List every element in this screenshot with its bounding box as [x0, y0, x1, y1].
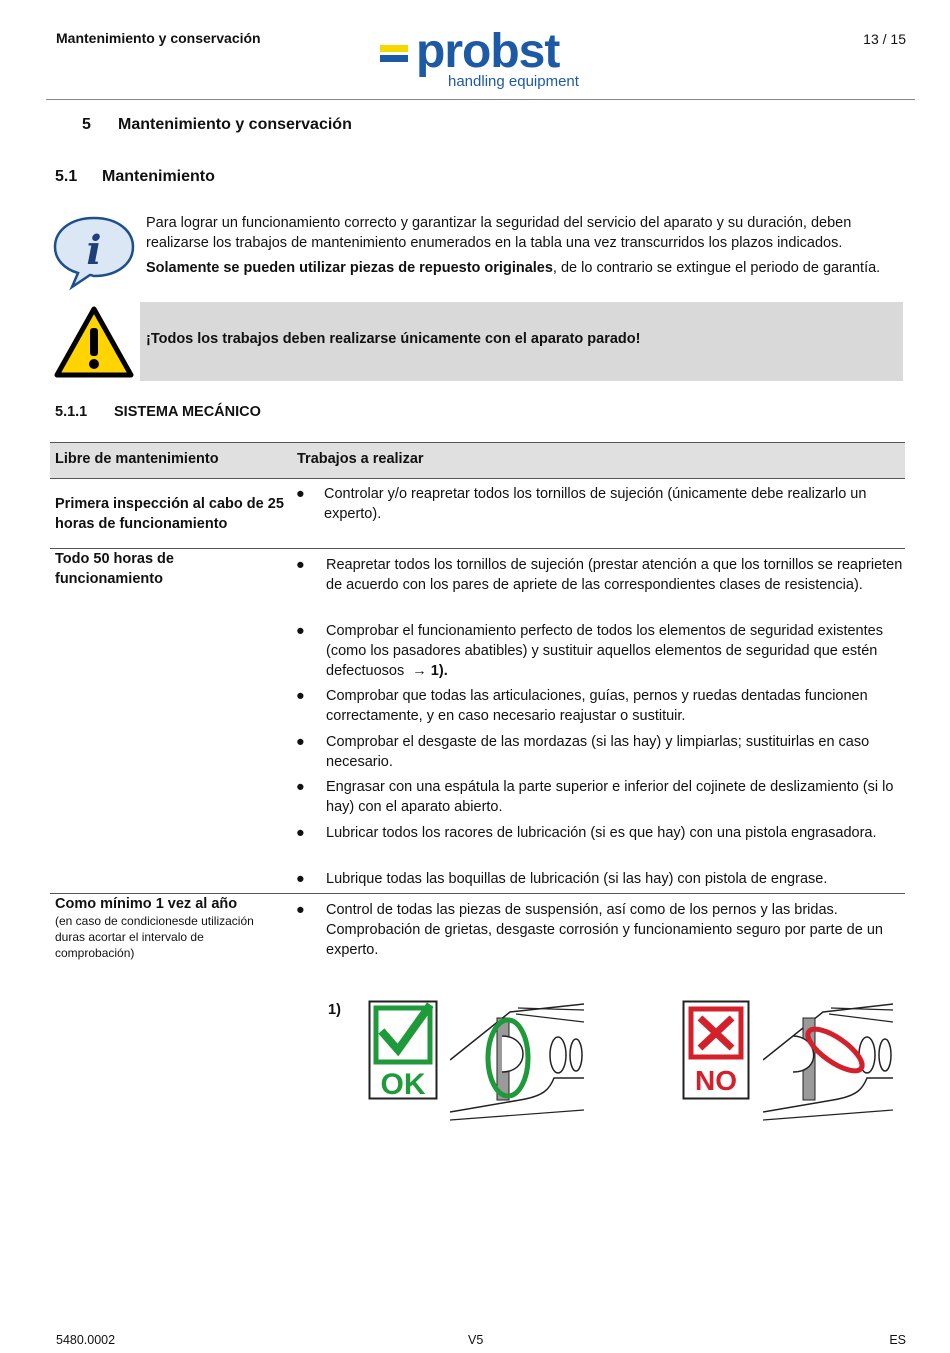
section-title: Mantenimiento y conservación [118, 116, 352, 133]
spare-parts-rest: , de lo contrario se extingue el periodo de garantía. [552, 260, 881, 276]
info-bubble-icon [52, 214, 136, 290]
subsection-title: Mantenimiento [102, 168, 215, 185]
figure-reference: 1). [430, 663, 448, 679]
list-item [296, 869, 906, 889]
list-item-text: Comprobar que todas las articulaciones, guías, pernos y ruedas dentadas funcionen correctamente, y en caso necesario reajustar o sustituir. [326, 688, 868, 724]
probst-logo [380, 25, 592, 94]
list-item [296, 484, 906, 524]
logo-subtitle: handling equipment [448, 73, 579, 90]
warning-text: ¡Todos los trabajos deben realizarse únicamente con el aparato parado! [146, 331, 641, 347]
logo-word: probst [416, 25, 560, 78]
list-item [296, 686, 906, 726]
bullet-icon: ● [296, 779, 305, 795]
list-item-text: Lubricar todos los racores de lubricación (si es que hay) con una pistola engrasadora. [326, 825, 877, 841]
svg-text:i: i [86, 227, 102, 274]
list-item-text [326, 621, 906, 681]
table-rule [50, 478, 905, 479]
section-number: 5 [82, 116, 91, 133]
footer-language: ES [889, 1333, 906, 1347]
footer-version: V5 [468, 1333, 484, 1347]
list-item-text: Comprobar el desgaste de las mordazas (si las hay) y limpiarlas; sustituirlas en caso necesario. [326, 734, 870, 770]
bullet-icon: ● [296, 486, 305, 502]
table-header-cell: Libre de mantenimiento [55, 451, 219, 467]
bullet-icon: ● [296, 688, 305, 704]
subsubsection-title: SISTEMA MECÁNICO [114, 404, 261, 420]
subsection-heading [55, 168, 215, 186]
subsubsection-heading [55, 404, 261, 420]
list-item [296, 823, 906, 843]
row-label: Todo 50 horas de funcionamiento [55, 551, 174, 587]
bullet-icon: ● [296, 734, 305, 750]
no-text: NO [695, 1065, 737, 1096]
list-item-text: Engrasar con una espátula la parte superior e inferior del cojinete de deslizamiento (si lo hay) con el aparato abierto. [326, 779, 894, 815]
no-sign-icon [682, 1000, 750, 1100]
arrow-icon: → [412, 663, 427, 679]
logo-yellow-bar [380, 45, 408, 52]
ok-sign-icon [368, 1000, 438, 1100]
bullet-icon: ● [296, 825, 305, 841]
info-paragraph: Para lograr un funcionamiento correcto y garantizar la seguridad del servicio del aparato y su duración, deben realizarse los trabajos de mantenimiento enumerados en la tabla una vez transcurridos los plazos indicados. [146, 215, 852, 251]
figure-label: 1) [328, 1002, 341, 1018]
warning-triangle-icon [54, 306, 134, 378]
list-item [296, 621, 906, 681]
subsection-number: 5.1 [55, 168, 78, 185]
header-title: Mantenimiento y conservación [56, 30, 261, 46]
list-item [296, 777, 906, 817]
correct-pin-drawing [450, 1000, 584, 1122]
table-header-cell: Trabajos a realizar [297, 451, 424, 467]
list-item-main: Comprobar el funcionamiento perfecto de todos los elementos de seguridad existentes (como los pasadores abatibles) y sustituir aquellos elementos de seguridad que estén defectuosos [326, 623, 883, 679]
header-divider [46, 99, 915, 100]
section-heading [82, 116, 352, 134]
incorrect-pin-drawing [763, 1000, 893, 1122]
list-item-text: Reapretar todos los tornillos de sujeción (prestar atención a que los tornillos se reaprieten de acuerdo con los pares de apriete de las correspondientes clases de resistencia). [326, 557, 903, 593]
list-item-text: Control de todas las piezas de suspensión, así como de los pernos y las bridas. Comprobación de grietas, desgaste corrosión y funcionamiento seguro por parte de un experto. [326, 902, 883, 958]
list-item [296, 555, 906, 595]
ok-text: OK [380, 1068, 426, 1100]
bullet-icon: ● [296, 623, 305, 639]
logo-blue-bar [380, 55, 408, 62]
bullet-icon: ● [296, 902, 305, 918]
page-number: 13 / 15 [863, 31, 906, 47]
row-label: Como mínimo 1 vez al año [55, 896, 238, 912]
list-item [296, 732, 906, 772]
spare-parts-paragraph [146, 258, 906, 278]
bullet-icon: ● [296, 871, 305, 887]
spare-parts-bold: Solamente se pueden utilizar piezas de repuesto originales [146, 260, 553, 276]
list-item [296, 900, 906, 960]
subsubsection-number: 5.1.1 [55, 404, 88, 420]
row-note: (en caso de condicionesde utilización duras acortar el intervalo de comprobación) [55, 914, 254, 960]
row-label: Primera inspección al cabo de 25 horas de funcionamiento [55, 496, 284, 532]
footer-doc-number: 5480.0002 [56, 1333, 116, 1347]
bullet-icon: ● [296, 557, 305, 573]
list-item-text: Controlar y/o reapretar todos los tornillos de sujeción (únicamente debe realizarlo un experto). [324, 486, 867, 522]
list-item-text: Lubrique todas las boquillas de lubricación (si las hay) con pistola de engrase. [326, 871, 828, 887]
